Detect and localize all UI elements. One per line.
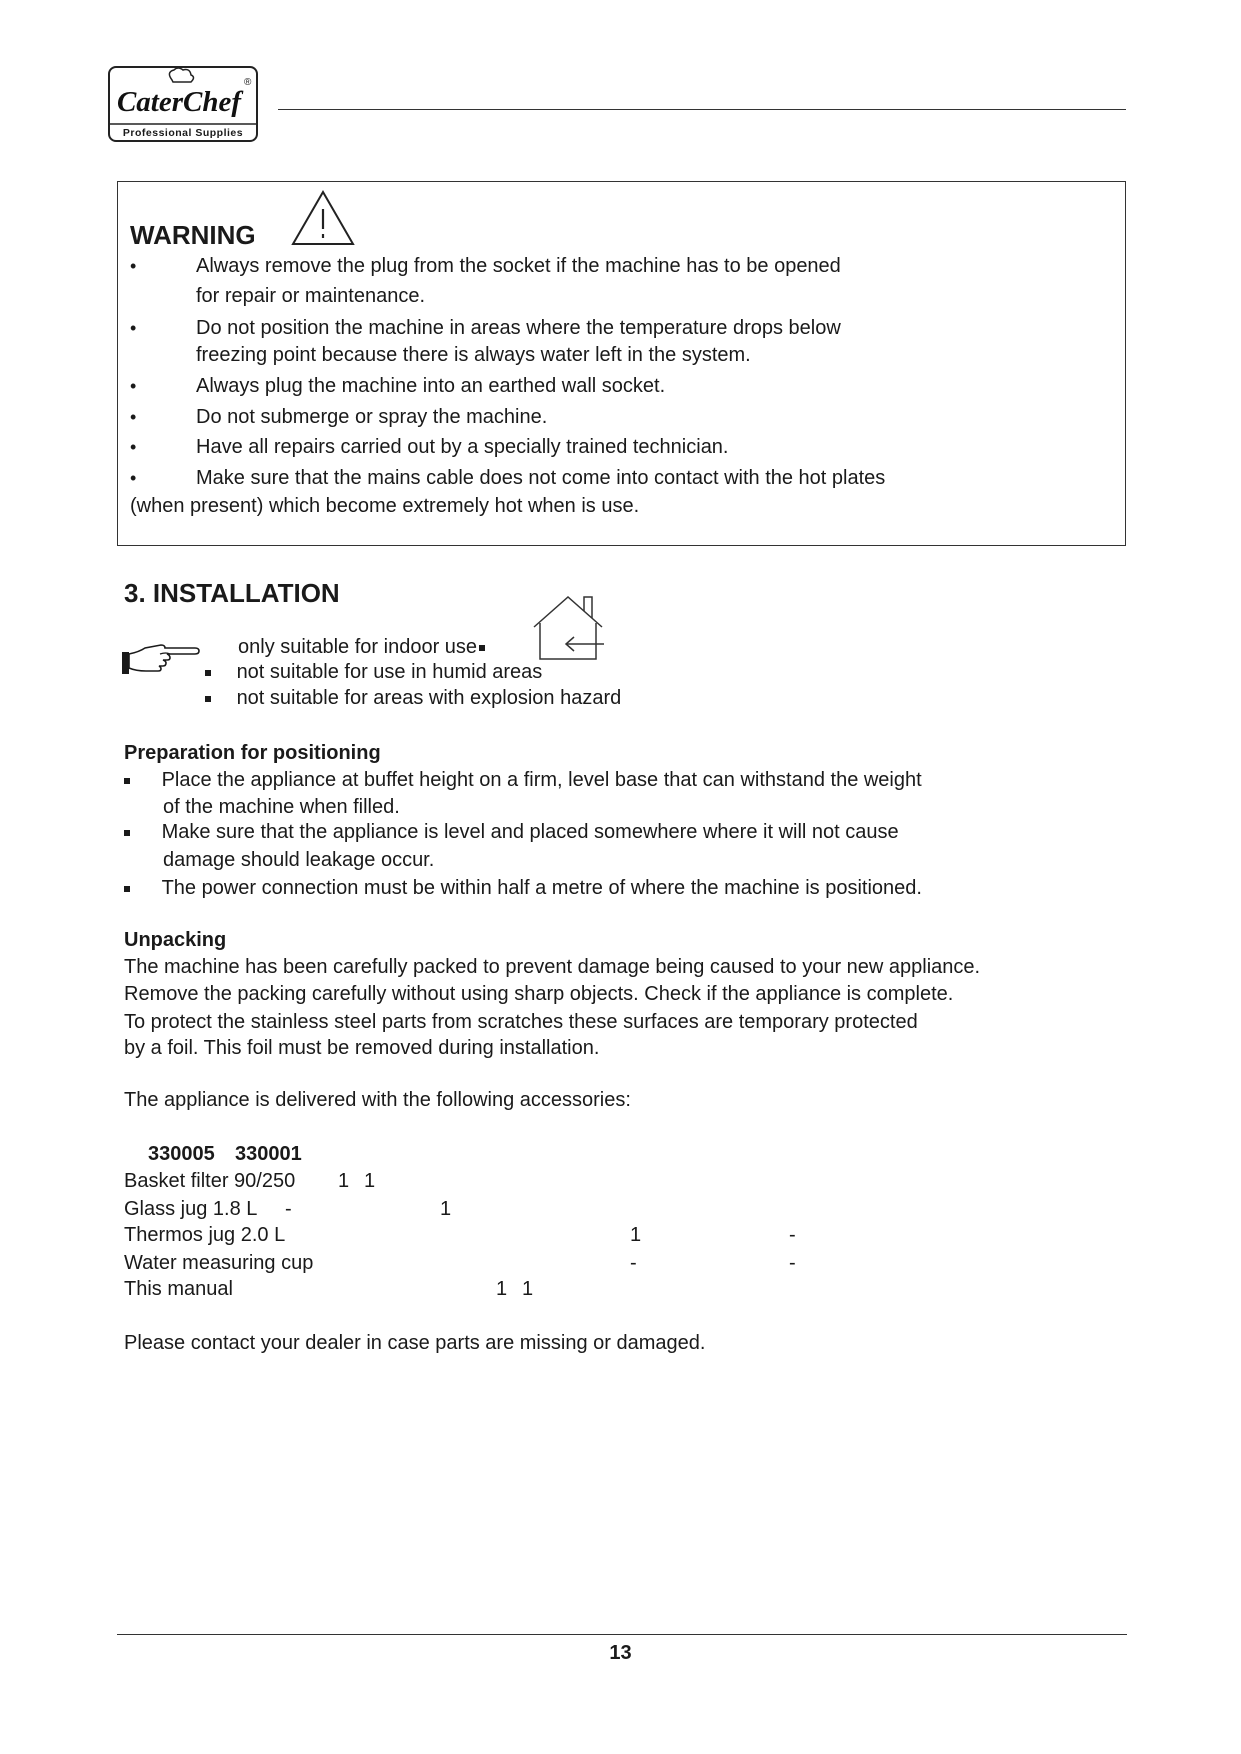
warning-item-5: Have all repairs carried out by a specially trained technician.: [196, 436, 729, 458]
install-note-2: not suitable for use in humid areas: [205, 660, 542, 684]
accessory-qty: 1: [364, 1170, 376, 1192]
accessory-qty: -: [630, 1252, 637, 1274]
footer-rule: [117, 1634, 1127, 1635]
accessory-qty: 1: [630, 1224, 642, 1246]
warning-item-2-cont: freezing point because there is always water left in the system.: [196, 344, 751, 366]
accessories-intro: The appliance is delivered with the following accessories:: [124, 1089, 631, 1111]
warning-item-6-cont: (when present) which become extremely hot when is use.: [130, 495, 640, 517]
install-note-3: not suitable for areas with explosion hazard: [205, 686, 621, 710]
accessory-name: Water measuring cup: [124, 1252, 314, 1274]
warning-item-1: Always remove the plug from the socket if the machine has to be opened: [196, 255, 841, 277]
accessories-header-1: 330005: [148, 1143, 215, 1165]
warning-title: WARNING: [130, 220, 256, 250]
prep-item-2-cont: damage should leakage occur.: [163, 849, 435, 871]
accessory-qty: 1: [496, 1278, 508, 1300]
caterchef-logo: [108, 66, 258, 142]
prep-item-1-cont: of the machine when filled.: [163, 796, 400, 818]
prep-item-3: The power connection must be within half a metre of where the machine is positioned.: [124, 876, 922, 900]
bullet-icon: •: [130, 376, 137, 396]
warning-item-4: Do not submerge or spray the machine.: [196, 406, 548, 428]
closing-note: Please contact your dealer in case parts are missing or damaged.: [124, 1332, 706, 1354]
install-note-1: only suitable for indoor use: [238, 635, 485, 659]
header-rule: [278, 109, 1126, 110]
bullet-icon: •: [130, 318, 137, 338]
accessory-qty: -: [789, 1252, 796, 1274]
accessory-qty: 1: [440, 1198, 452, 1220]
accessory-name: Basket filter 90/250: [124, 1170, 296, 1192]
accessory-name: Thermos jug 2.0 L: [124, 1224, 286, 1246]
bullet-icon: •: [130, 256, 137, 276]
accessory-name: This manual: [124, 1278, 233, 1300]
unpacking-heading: Unpacking: [124, 929, 227, 951]
square-bullet-icon: [124, 886, 130, 892]
accessory-qty: 1: [522, 1278, 534, 1300]
warning-triangle-icon: [290, 189, 356, 247]
accessory-qty: -: [789, 1224, 796, 1246]
prep-item-2: Make sure that the appliance is level and placed somewhere where it will not cause: [124, 820, 899, 844]
square-bullet-icon: [124, 778, 130, 784]
logo-registered: ®: [244, 77, 252, 88]
preparation-heading: Preparation for positioning: [124, 742, 381, 764]
house-indoor-icon: [530, 593, 606, 663]
warning-item-3: Always plug the machine into an earthed wall socket.: [196, 375, 666, 397]
square-bullet-icon: [205, 670, 211, 676]
accessories-header-2: 330001: [235, 1143, 302, 1165]
accessory-qty: -: [285, 1198, 292, 1220]
logo-brand: CaterChef: [116, 86, 242, 118]
unpacking-line-3: To protect the stainless steel parts from scratches these surfaces are temporary protected: [124, 1011, 918, 1033]
bullet-icon: •: [130, 437, 137, 457]
square-bullet-icon: [479, 645, 485, 651]
prep-item-1: Place the appliance at buffet height on a firm, level base that can withstand the weight: [124, 768, 922, 792]
unpacking-line-4: by a foil. This foil must be removed during installation.: [124, 1037, 600, 1059]
square-bullet-icon: [205, 696, 211, 702]
square-bullet-icon: [124, 830, 130, 836]
warning-item-2: Do not position the machine in areas where the temperature drops below: [196, 317, 841, 339]
page-number: 13: [609, 1642, 632, 1664]
unpacking-line-2: Remove the packing carefully without using sharp objects. Check if the appliance is complete.: [124, 983, 954, 1005]
bullet-icon: •: [130, 407, 137, 427]
warning-item-6: Make sure that the mains cable does not come into contact with the hot plates: [196, 467, 886, 489]
bullet-icon: •: [130, 468, 137, 488]
warning-item-1-cont: for repair or maintenance.: [196, 285, 426, 307]
installation-title: 3. INSTALLATION: [124, 578, 340, 608]
pointing-hand-icon: [120, 638, 204, 676]
logo-tagline: Professional Supplies: [122, 127, 244, 139]
unpacking-line-1: The machine has been carefully packed to prevent damage being caused to your new appliance.: [124, 956, 981, 978]
accessory-qty: 1: [338, 1170, 350, 1192]
accessory-name: Glass jug 1.8 L: [124, 1198, 258, 1220]
